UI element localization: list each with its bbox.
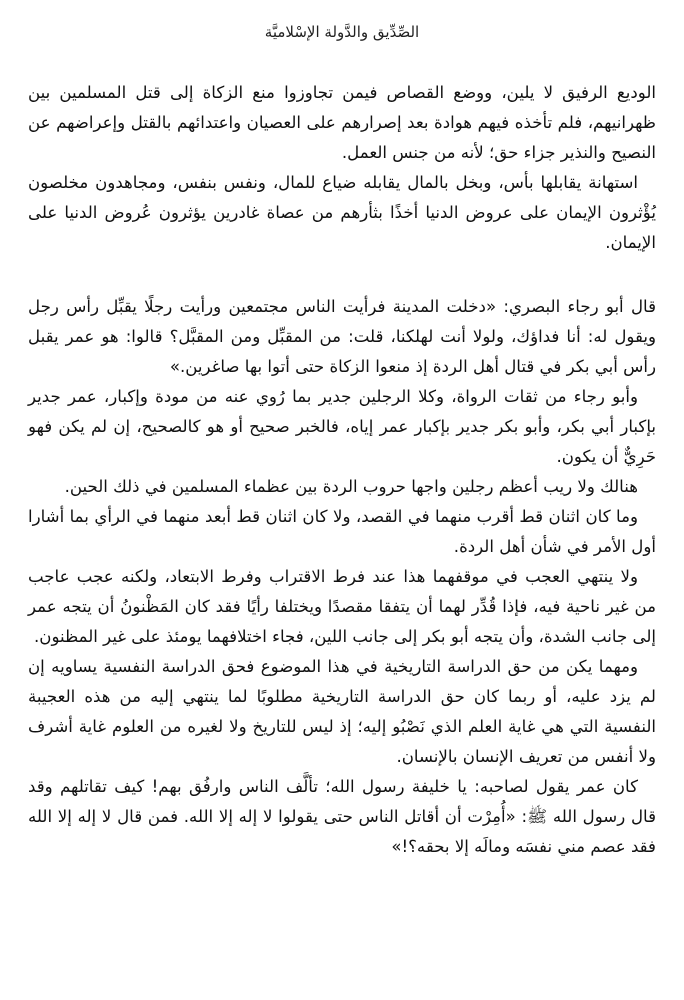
body-text <box>28 78 656 862</box>
paragraph-5: هنالك ولا ريب أعظم رجلين واجها حروب الردة بين عظماء المسلمين في ذلك الحين. <box>64 477 638 496</box>
paragraph-8: ومهما يكن من حق الدراسة التاريخية في هذا الموضوع فحق الدراسة النفسية يساويه إن لم يزد عليه، أو ربما كان حق الدراسة التاريخية مطلوبًا لما ينتهي إليه من هذه العجيبة النفسية التي هي غاية العلم الذي نَصْبُو إليه؛ إذ ليس للتاريخ ولا لغيره من العلوم غاية أشرف ولا أنفس من تعريف الإنسان بالإنسان. <box>28 657 656 766</box>
running-header: الصِّدِّيق والدَّولة الإسْلاميَّة <box>264 23 420 41</box>
paragraph-4: وأبو رجاء من ثقات الرواة، وكلا الرجلين جدير بما رُوي عنه من مودة وإكبار، عمر جدير بإكبار أبي بكر، وأبو بكر جدير بإكبار عمر إياه، فالخبر صحيح أو هو كالصحيح، إن لم يكن فهو حَرِيٌّ أن يكون. <box>28 387 656 466</box>
paragraph-1: الوديع الرفيق لا يلين، ووضع القصاص فيمن تجاوزوا منع الزكاة إلى قتل المسلمين بين ظهرانيهم، فلم تأخذه فيهم هوادة بعد إصرارهم على العصيان واعتدائهم بالقتل وإعراضهم عن النصيح والنذير جزاء حق؛ لأنه من جنس العمل. <box>28 83 656 162</box>
paragraph-3: قال أبو رجاء البصري: «دخلت المدينة فرأيت الناس مجتمعين ورأيت رجلًا يقبِّل رأس رجل ويقول له: أنا فداؤك، ولولا أنت لهلكنا، قلت: من المقبِّل ومن المقبَّل؟ قالوا: هو عمر يقبل رأس أبي بكر في قتال أهل الردة إذ منعوا الزكاة حتى أتوا بها صاغرين.» <box>28 297 656 376</box>
paragraph-9: كان عمر يقول لصاحبه: يا خليفة رسول الله؛ تألَّف الناس وارفُق بهم! كيف تقاتلهم وقد قال رسول الله ﷺ: «أُمِرْت أن أقاتل الناس حتى يقولوا لا إله إلا الله. فمن قال لا إله إلا الله فقد عصم مني نفسَه ومالَه إلا بحقه؟!» <box>28 777 656 856</box>
paragraph-2: استهانة يقابلها بأس، وبخل بالمال يقابله ضياع للمال، ونفس بنفس، ومجاهدون مخلصون يُؤْثرون الإيمان على عروض الدنيا أخذًا بثأرهم من عصاة غادرين يؤثرون عُروض الدنيا على الإيمان. <box>28 173 656 252</box>
paragraph-6: وما كان اثنان قط أقرب منهما في القصد، ولا كان اثنان قط أبعد منهما في الرأي بما أشارا أول الأمر في شأن أهل الردة. <box>28 507 656 556</box>
section-gap <box>28 258 656 292</box>
paragraph-7: ولا ينتهي العجب في موقفهما هذا عند فرط الاقتراب وفرط الابتعاد، ولكنه عجب عاجب من غير ناحية فيه، فإذا قُدِّر لهما أن يتفقا مقصدًا ويختلفا رأيًا فقد كان المَظْنونُ أن يتجه عمر إلى جانب الشدة، وأن يتجه أبو بكر إلى جانب اللين، فجاء اختلافهما يومئذ على غير المظنون. <box>28 567 656 646</box>
